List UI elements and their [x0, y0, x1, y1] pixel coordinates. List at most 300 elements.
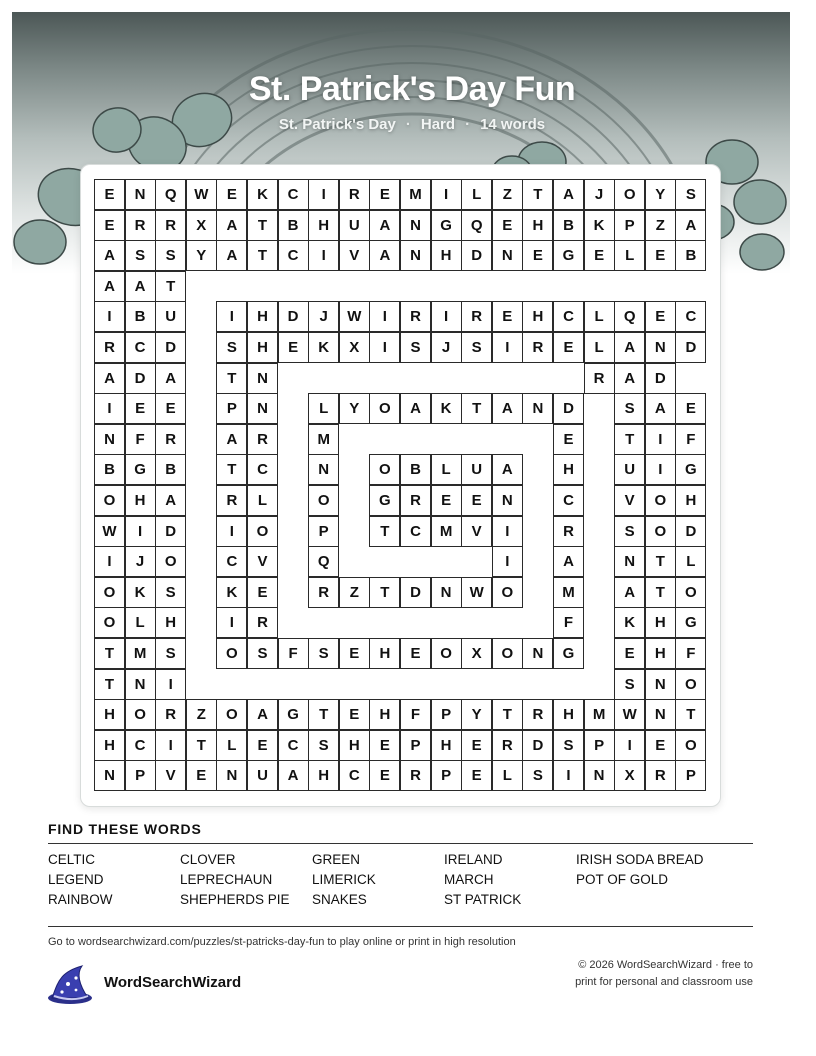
grid-cell[interactable]: R	[247, 424, 278, 455]
grid-cell[interactable]: E	[614, 638, 645, 669]
grid-cell[interactable]: N	[614, 546, 645, 577]
grid-cell[interactable]: P	[431, 699, 462, 730]
grid-cell[interactable]: E	[400, 638, 431, 669]
grid-cell[interactable]: X	[614, 760, 645, 791]
grid-cell[interactable]: A	[155, 485, 186, 516]
grid-cell[interactable]: S	[155, 240, 186, 271]
grid-cell[interactable]: R	[125, 210, 156, 241]
grid-cell[interactable]: R	[94, 332, 125, 363]
grid-cell[interactable]: G	[675, 454, 706, 485]
grid-cell[interactable]: P	[614, 210, 645, 241]
grid-cell[interactable]: N	[522, 638, 553, 669]
grid-cell[interactable]: G	[278, 699, 309, 730]
grid-cell[interactable]: I	[492, 546, 523, 577]
grid-cell[interactable]: I	[216, 301, 247, 332]
grid-cell[interactable]: B	[278, 210, 309, 241]
grid-cell[interactable]: O	[614, 179, 645, 210]
grid-cell[interactable]: L	[247, 485, 278, 516]
grid-cell[interactable]: I	[155, 730, 186, 761]
grid-cell[interactable]: S	[614, 669, 645, 700]
grid-cell[interactable]: O	[125, 699, 156, 730]
grid-cell[interactable]: I	[94, 546, 125, 577]
grid-cell[interactable]: E	[645, 301, 676, 332]
grid-cell[interactable]: M	[431, 516, 462, 547]
grid-cell[interactable]: T	[94, 669, 125, 700]
grid-cell[interactable]: D	[675, 516, 706, 547]
grid-cell[interactable]: O	[216, 638, 247, 669]
grid-cell[interactable]: R	[155, 424, 186, 455]
grid-cell[interactable]: V	[247, 546, 278, 577]
grid-cell[interactable]: C	[553, 485, 584, 516]
grid-cell[interactable]: T	[461, 393, 492, 424]
grid-cell[interactable]: R	[461, 301, 492, 332]
grid-cell[interactable]: Z	[645, 210, 676, 241]
grid-cell[interactable]: C	[125, 332, 156, 363]
grid-cell[interactable]: C	[247, 454, 278, 485]
grid-cell[interactable]: J	[125, 546, 156, 577]
grid-cell[interactable]: O	[492, 577, 523, 608]
grid-cell[interactable]: R	[522, 332, 553, 363]
grid-cell[interactable]: L	[675, 546, 706, 577]
grid-cell[interactable]: V	[339, 240, 370, 271]
grid-cell[interactable]: W	[461, 577, 492, 608]
grid-cell[interactable]: E	[247, 577, 278, 608]
grid-cell[interactable]: I	[492, 516, 523, 547]
grid-cell[interactable]: V	[614, 485, 645, 516]
grid-cell[interactable]: O	[94, 607, 125, 638]
grid-cell[interactable]: E	[94, 210, 125, 241]
grid-cell[interactable]: H	[675, 485, 706, 516]
grid-cell[interactable]: A	[278, 760, 309, 791]
grid-cell[interactable]: I	[614, 730, 645, 761]
grid-cell[interactable]: D	[155, 516, 186, 547]
grid-cell[interactable]: O	[216, 699, 247, 730]
grid-cell[interactable]: T	[522, 179, 553, 210]
grid-cell[interactable]: T	[247, 240, 278, 271]
grid-cell[interactable]: R	[400, 301, 431, 332]
grid-cell[interactable]: X	[339, 332, 370, 363]
grid-cell[interactable]: A	[247, 699, 278, 730]
grid-cell[interactable]: D	[553, 393, 584, 424]
grid-cell[interactable]: O	[308, 485, 339, 516]
grid-cell[interactable]: B	[553, 210, 584, 241]
grid-cell[interactable]: A	[553, 546, 584, 577]
grid-cell[interactable]: N	[645, 332, 676, 363]
grid-cell[interactable]: L	[584, 301, 615, 332]
grid-cell[interactable]: G	[369, 485, 400, 516]
grid-cell[interactable]: E	[584, 240, 615, 271]
grid-cell[interactable]: R	[522, 699, 553, 730]
grid-cell[interactable]: P	[431, 760, 462, 791]
grid-cell[interactable]: P	[125, 760, 156, 791]
grid-cell[interactable]: G	[553, 240, 584, 271]
grid-cell[interactable]: J	[431, 332, 462, 363]
grid-cell[interactable]: R	[400, 485, 431, 516]
grid-cell[interactable]: O	[94, 577, 125, 608]
grid-cell[interactable]: K	[216, 577, 247, 608]
grid-cell[interactable]: D	[645, 363, 676, 394]
grid-cell[interactable]: C	[553, 301, 584, 332]
grid-cell[interactable]: S	[553, 730, 584, 761]
grid-cell[interactable]: H	[431, 730, 462, 761]
grid-cell[interactable]: N	[492, 240, 523, 271]
grid-cell[interactable]: A	[553, 179, 584, 210]
grid-cell[interactable]: H	[553, 699, 584, 730]
grid-cell[interactable]: E	[278, 332, 309, 363]
grid-cell[interactable]: F	[400, 699, 431, 730]
grid-cell[interactable]: Y	[339, 393, 370, 424]
grid-cell[interactable]: D	[675, 332, 706, 363]
grid-cell[interactable]: C	[400, 516, 431, 547]
grid-cell[interactable]: H	[155, 607, 186, 638]
grid-cell[interactable]: N	[400, 210, 431, 241]
grid-cell[interactable]: L	[614, 240, 645, 271]
grid-cell[interactable]: T	[614, 424, 645, 455]
grid-cell[interactable]: R	[247, 607, 278, 638]
grid-cell[interactable]: Q	[308, 546, 339, 577]
grid-cell[interactable]: U	[155, 301, 186, 332]
grid-cell[interactable]: F	[125, 424, 156, 455]
grid-cell[interactable]: G	[125, 454, 156, 485]
grid-cell[interactable]: E	[216, 179, 247, 210]
grid-cell[interactable]: A	[369, 240, 400, 271]
grid-cell[interactable]: A	[94, 271, 125, 302]
grid-cell[interactable]: I	[125, 516, 156, 547]
grid-cell[interactable]: L	[125, 607, 156, 638]
grid-cell[interactable]: O	[431, 638, 462, 669]
grid-cell[interactable]: I	[645, 424, 676, 455]
grid-cell[interactable]: M	[553, 577, 584, 608]
grid-cell[interactable]: T	[369, 516, 400, 547]
grid-cell[interactable]: D	[278, 301, 309, 332]
grid-cell[interactable]: Q	[461, 210, 492, 241]
grid-cell[interactable]: B	[155, 454, 186, 485]
grid-cell[interactable]: H	[308, 760, 339, 791]
grid-cell[interactable]: O	[492, 638, 523, 669]
grid-cell[interactable]: E	[461, 485, 492, 516]
grid-cell[interactable]: O	[645, 516, 676, 547]
grid-cell[interactable]: D	[155, 332, 186, 363]
grid-cell[interactable]: H	[522, 301, 553, 332]
grid-cell[interactable]: N	[308, 454, 339, 485]
grid-cell[interactable]: G	[553, 638, 584, 669]
grid-cell[interactable]: L	[584, 332, 615, 363]
grid-cell[interactable]: T	[94, 638, 125, 669]
grid-cell[interactable]: P	[216, 393, 247, 424]
grid-cell[interactable]: D	[461, 240, 492, 271]
grid-cell[interactable]: P	[584, 730, 615, 761]
grid-cell[interactable]: R	[584, 363, 615, 394]
grid-cell[interactable]: R	[553, 516, 584, 547]
grid-cell[interactable]: K	[614, 607, 645, 638]
grid-cell[interactable]: S	[216, 332, 247, 363]
grid-cell[interactable]: C	[278, 179, 309, 210]
grid-cell[interactable]: L	[216, 730, 247, 761]
grid-cell[interactable]: N	[492, 485, 523, 516]
grid-cell[interactable]: J	[584, 179, 615, 210]
grid-cell[interactable]: S	[308, 730, 339, 761]
grid-cell[interactable]: A	[614, 332, 645, 363]
grid-cell[interactable]: C	[675, 301, 706, 332]
grid-cell[interactable]: O	[675, 730, 706, 761]
grid-cell[interactable]: A	[125, 271, 156, 302]
grid-cell[interactable]: U	[614, 454, 645, 485]
grid-cell[interactable]: A	[155, 363, 186, 394]
grid-cell[interactable]: Y	[461, 699, 492, 730]
grid-cell[interactable]: E	[247, 730, 278, 761]
grid-cell[interactable]: F	[675, 638, 706, 669]
grid-cell[interactable]: I	[553, 760, 584, 791]
grid-cell[interactable]: G	[431, 210, 462, 241]
grid-cell[interactable]: A	[94, 240, 125, 271]
grid-cell[interactable]: K	[431, 393, 462, 424]
grid-cell[interactable]: L	[461, 179, 492, 210]
grid-cell[interactable]: K	[584, 210, 615, 241]
grid-cell[interactable]: P	[308, 516, 339, 547]
grid-cell[interactable]: A	[492, 393, 523, 424]
grid-cell[interactable]: O	[247, 516, 278, 547]
grid-cell[interactable]: Z	[492, 179, 523, 210]
grid-cell[interactable]: E	[492, 301, 523, 332]
grid-cell[interactable]: H	[553, 454, 584, 485]
grid-cell[interactable]: S	[155, 577, 186, 608]
grid-cell[interactable]: S	[614, 516, 645, 547]
grid-cell[interactable]: W	[186, 179, 217, 210]
grid-cell[interactable]: M	[400, 179, 431, 210]
grid-cell[interactable]: L	[431, 454, 462, 485]
grid-cell[interactable]: H	[645, 607, 676, 638]
grid-cell[interactable]: T	[186, 730, 217, 761]
grid-cell[interactable]: E	[369, 179, 400, 210]
grid-cell[interactable]: E	[461, 730, 492, 761]
grid-cell[interactable]: S	[675, 179, 706, 210]
grid-cell[interactable]: H	[645, 638, 676, 669]
grid-cell[interactable]: N	[645, 669, 676, 700]
grid-cell[interactable]: T	[369, 577, 400, 608]
grid-cell[interactable]: T	[645, 546, 676, 577]
grid-cell[interactable]: H	[522, 210, 553, 241]
grid-cell[interactable]: R	[216, 485, 247, 516]
grid-cell[interactable]: A	[614, 577, 645, 608]
grid-cell[interactable]: C	[216, 546, 247, 577]
grid-cell[interactable]: I	[308, 179, 339, 210]
grid-cell[interactable]: I	[369, 301, 400, 332]
grid-cell[interactable]: F	[675, 424, 706, 455]
grid-cell[interactable]: W	[339, 301, 370, 332]
grid-cell[interactable]: N	[431, 577, 462, 608]
grid-cell[interactable]: H	[369, 699, 400, 730]
grid-cell[interactable]: R	[339, 179, 370, 210]
grid-cell[interactable]: A	[400, 393, 431, 424]
grid-cell[interactable]: S	[522, 760, 553, 791]
grid-cell[interactable]: T	[155, 271, 186, 302]
grid-cell[interactable]: C	[278, 730, 309, 761]
grid-cell[interactable]: M	[125, 638, 156, 669]
grid-cell[interactable]: X	[186, 210, 217, 241]
grid-cell[interactable]: W	[94, 516, 125, 547]
grid-cell[interactable]: N	[216, 760, 247, 791]
grid-cell[interactable]: N	[125, 179, 156, 210]
grid-cell[interactable]: N	[584, 760, 615, 791]
grid-cell[interactable]: O	[645, 485, 676, 516]
grid-cell[interactable]: R	[155, 699, 186, 730]
grid-cell[interactable]: R	[645, 760, 676, 791]
grid-cell[interactable]: Y	[645, 179, 676, 210]
grid-cell[interactable]: C	[278, 240, 309, 271]
grid-cell[interactable]: I	[431, 179, 462, 210]
grid-cell[interactable]: A	[216, 424, 247, 455]
grid-cell[interactable]: O	[675, 577, 706, 608]
grid-cell[interactable]: N	[94, 760, 125, 791]
grid-cell[interactable]: N	[522, 393, 553, 424]
grid-cell[interactable]: I	[369, 332, 400, 363]
grid-cell[interactable]: T	[216, 454, 247, 485]
grid-cell[interactable]: E	[155, 393, 186, 424]
grid-cell[interactable]: A	[492, 454, 523, 485]
grid-cell[interactable]: D	[400, 577, 431, 608]
grid-cell[interactable]: I	[94, 393, 125, 424]
grid-cell[interactable]: N	[400, 240, 431, 271]
grid-cell[interactable]: R	[492, 730, 523, 761]
grid-cell[interactable]: K	[247, 179, 278, 210]
grid-cell[interactable]: S	[400, 332, 431, 363]
grid-cell[interactable]: R	[400, 760, 431, 791]
grid-cell[interactable]: S	[247, 638, 278, 669]
grid-cell[interactable]: O	[369, 393, 400, 424]
grid-cell[interactable]: V	[461, 516, 492, 547]
grid-cell[interactable]: T	[308, 699, 339, 730]
grid-cell[interactable]: A	[216, 240, 247, 271]
grid-cell[interactable]: H	[431, 240, 462, 271]
grid-cell[interactable]: E	[675, 393, 706, 424]
grid-cell[interactable]: Y	[186, 240, 217, 271]
grid-cell[interactable]: E	[553, 332, 584, 363]
grid-cell[interactable]: H	[247, 332, 278, 363]
grid-cell[interactable]: Z	[186, 699, 217, 730]
grid-cell[interactable]: H	[339, 730, 370, 761]
grid-cell[interactable]: Q	[614, 301, 645, 332]
grid-cell[interactable]: T	[492, 699, 523, 730]
grid-cell[interactable]: O	[94, 485, 125, 516]
grid-cell[interactable]: B	[675, 240, 706, 271]
grid-cell[interactable]: W	[614, 699, 645, 730]
grid-cell[interactable]: N	[247, 393, 278, 424]
grid-cell[interactable]: A	[645, 393, 676, 424]
grid-cell[interactable]: H	[125, 485, 156, 516]
grid-cell[interactable]: K	[125, 577, 156, 608]
grid-cell[interactable]: N	[247, 363, 278, 394]
grid-cell[interactable]: S	[461, 332, 492, 363]
grid-cell[interactable]: T	[645, 577, 676, 608]
grid-cell[interactable]: D	[522, 730, 553, 761]
grid-cell[interactable]: E	[461, 760, 492, 791]
grid-cell[interactable]: R	[155, 210, 186, 241]
grid-cell[interactable]: P	[675, 760, 706, 791]
grid-cell[interactable]: X	[461, 638, 492, 669]
grid-cell[interactable]: O	[155, 546, 186, 577]
grid-cell[interactable]: A	[94, 363, 125, 394]
grid-cell[interactable]: L	[308, 393, 339, 424]
grid-cell[interactable]: E	[94, 179, 125, 210]
grid-cell[interactable]: E	[339, 638, 370, 669]
grid-cell[interactable]: G	[675, 607, 706, 638]
grid-cell[interactable]: U	[247, 760, 278, 791]
grid-cell[interactable]: J	[308, 301, 339, 332]
grid-cell[interactable]: E	[553, 424, 584, 455]
grid-cell[interactable]: Q	[155, 179, 186, 210]
grid-cell[interactable]: H	[369, 638, 400, 669]
grid-cell[interactable]: A	[216, 210, 247, 241]
grid-cell[interactable]: F	[278, 638, 309, 669]
grid-cell[interactable]: L	[492, 760, 523, 791]
grid-cell[interactable]: B	[125, 301, 156, 332]
grid-cell[interactable]: E	[492, 210, 523, 241]
grid-cell[interactable]: A	[614, 363, 645, 394]
grid-cell[interactable]: I	[308, 240, 339, 271]
grid-cell[interactable]: R	[308, 577, 339, 608]
grid-cell[interactable]: S	[155, 638, 186, 669]
grid-cell[interactable]: F	[553, 607, 584, 638]
grid-cell[interactable]: T	[247, 210, 278, 241]
grid-cell[interactable]: C	[339, 760, 370, 791]
grid-cell[interactable]: H	[308, 210, 339, 241]
grid-cell[interactable]: I	[645, 454, 676, 485]
grid-cell[interactable]: E	[522, 240, 553, 271]
grid-cell[interactable]: I	[492, 332, 523, 363]
grid-cell[interactable]: U	[461, 454, 492, 485]
grid-cell[interactable]: E	[645, 730, 676, 761]
grid-cell[interactable]: E	[186, 760, 217, 791]
grid-cell[interactable]: H	[94, 699, 125, 730]
grid-cell[interactable]: A	[675, 210, 706, 241]
grid-cell[interactable]: C	[125, 730, 156, 761]
grid-cell[interactable]: I	[216, 516, 247, 547]
grid-cell[interactable]: E	[431, 485, 462, 516]
grid-cell[interactable]: O	[675, 669, 706, 700]
grid-cell[interactable]: N	[645, 699, 676, 730]
grid-cell[interactable]: E	[339, 699, 370, 730]
grid-cell[interactable]: S	[614, 393, 645, 424]
grid-cell[interactable]: D	[125, 363, 156, 394]
grid-cell[interactable]: I	[155, 669, 186, 700]
grid-cell[interactable]: I	[216, 607, 247, 638]
grid-cell[interactable]: M	[308, 424, 339, 455]
grid-cell[interactable]: S	[125, 240, 156, 271]
grid-cell[interactable]: E	[369, 760, 400, 791]
grid-cell[interactable]: N	[94, 424, 125, 455]
letter-grid[interactable]	[94, 179, 707, 792]
grid-cell[interactable]: K	[308, 332, 339, 363]
grid-cell[interactable]: M	[584, 699, 615, 730]
grid-cell[interactable]: T	[675, 699, 706, 730]
grid-cell[interactable]: P	[400, 730, 431, 761]
grid-cell[interactable]: U	[339, 210, 370, 241]
grid-cell[interactable]: I	[431, 301, 462, 332]
grid-cell[interactable]: S	[308, 638, 339, 669]
grid-cell[interactable]: H	[247, 301, 278, 332]
grid-cell[interactable]: N	[125, 669, 156, 700]
grid-cell[interactable]: B	[94, 454, 125, 485]
grid-cell[interactable]: E	[125, 393, 156, 424]
grid-cell[interactable]: E	[645, 240, 676, 271]
grid-cell[interactable]: H	[94, 730, 125, 761]
grid-cell[interactable]: E	[369, 730, 400, 761]
grid-cell[interactable]: V	[155, 760, 186, 791]
grid-cell[interactable]: Z	[339, 577, 370, 608]
grid-cell[interactable]: B	[400, 454, 431, 485]
grid-cell[interactable]: O	[369, 454, 400, 485]
grid-cell[interactable]: T	[216, 363, 247, 394]
